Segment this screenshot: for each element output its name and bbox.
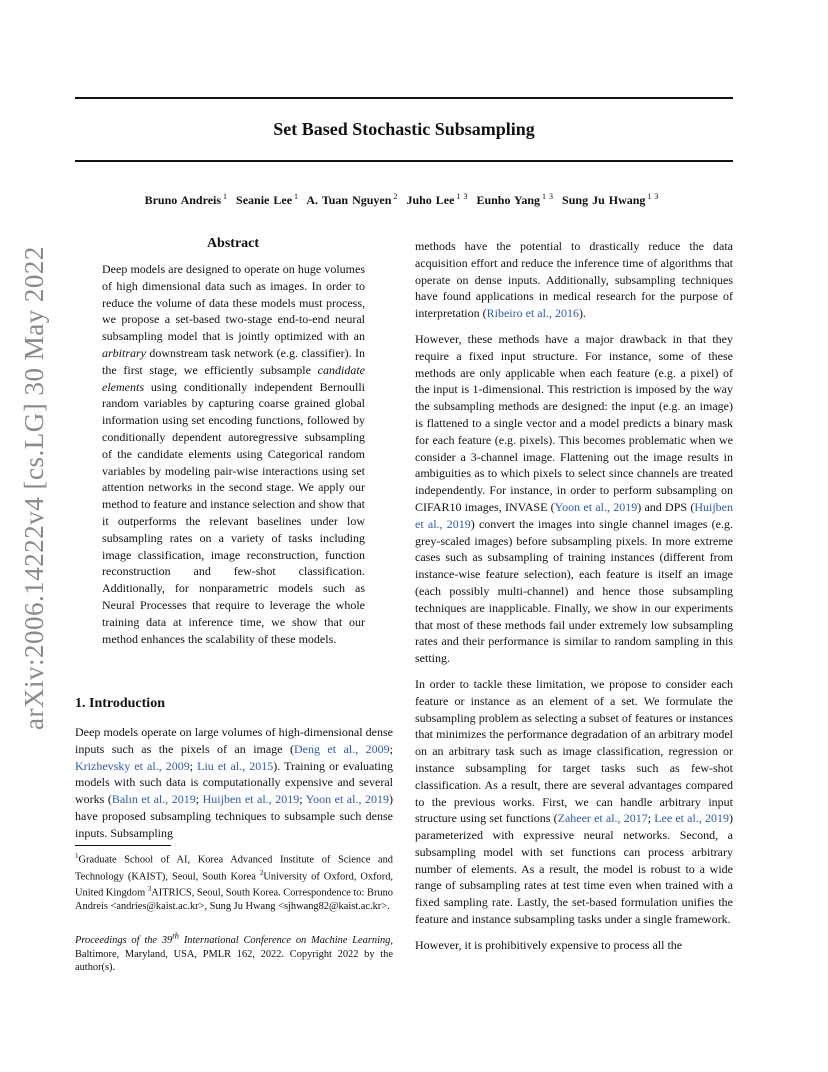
proceedings-text: , Baltimore, Maryland, USA, PMLR 162, 2022. Copyright 2022 by the author(s). [75,935,393,973]
proceedings-text: Proceedings of the 39 [75,935,173,947]
footnote-marker: 1 [75,852,79,860]
body-text: methods have the potential to drastically reduce the data acquisition effort and reduce the inference time of algorithms that operate on dense inputs. Additionally, subsampling techniques have found applications in medical research for the purpose of interpretation ( [415,239,733,321]
citation-link[interactable]: Lee et al., 2019 [654,811,729,826]
citation-link[interactable]: Ribeiro et al., 2016 [486,306,579,321]
abstract-text: using conditionally independent Bernoulli random variables by capturing coarse grained global information using set encoding functions, followed by conditionally dependent autoregressive subsampling of the candidate elements using Categorical random variables by modeling pair-wise interactions using set attention networks in the second stage. We apply our method to feature and instance selection and show that it outperforms the relevant baselines under low subsampling rates on a variety of tasks including image classification, image reconstruction, function reconstruction and few-shot classification. Additionally, for nonparametric models such as Neural Processes that require to leverage the whole training data at inference time, we show that our method enhances the scalability of these models. [102,379,365,646]
body-text: In order to tackle these limitation, we propose to consider each feature or instance as an element of a set. We formulate the subsampling problem as selecting a subset of features or instances that minimizes the performance degradation of an arbitrary model on an arbitrary task such as image classification, regression or instance subsampling for target tasks such as few-shot classification. As a result, there are several advantages compared to the previous works. First, we can handle arbitrary input structure using set functions ( [415,676,733,826]
citation-link[interactable]: Huijben et al., 2019 [415,499,733,531]
body-text: ; [189,758,198,773]
citation-link[interactable]: Balın et al., 2019 [111,792,196,807]
body-text: ) convert the images into single channel images (e.g. grey-scaled images) before subsampling pixels. In more extreme cases such as subsampling of training instances (different from instance-wise feature selection), each feature is itself an image (each possibly multi-channel) and hence those subsampling techniques are inapplicable. Finally, we show in our experiments that most of these methods fail under extremely low subsampling rates and their performance is similar to random sampling in this setting. [415,516,733,666]
paragraph [415,937,733,954]
arxiv-identifier: arXiv:2006.14222v4 [cs.LG] 30 May 2022 [19,246,49,730]
citation-link[interactable]: Yoon et al., 2019 [554,499,638,514]
body-text: ; [389,741,394,756]
author-name: A. Tuan Nguyen [306,193,392,207]
author-name: Eunho Yang [476,193,541,207]
abstract-heading: Abstract [206,236,260,251]
author-list [75,192,733,208]
body-text: Deep models operate on large volumes of high-dimensional dense inputs such as the pixels of an image ( [75,725,393,756]
citation-link[interactable]: Zaheer et al., 2017 [557,811,648,826]
citation-link[interactable]: Huijben et al., 2019 [202,792,300,807]
title-top-rule [75,97,733,99]
body-text: ) and DPS ( [637,499,695,514]
affiliation-footnote [75,850,393,913]
section-heading-introduction: 1. Introduction [75,696,165,711]
body-text: ). Training or evaluating models with such data is computationally expensive and several works ( [75,758,394,807]
author-affiliation: 1 [294,192,299,201]
proceedings-note [75,930,393,974]
abstract-emphasis: arbitrary [102,345,147,360]
body-text: ). [578,306,586,321]
body-text: ) parameterized with expressive neural networks. Second, a subsampling model with set functions can process arbitrary number of elements. As a result, the model is robust to a wide range of subsampling rates at test time even when trained with a fixed sampling rate. Lastly, the set-based formulation unifies the feature and instance subsampling tasks under a single framework. [415,811,733,927]
author-name: Seanie Lee [236,193,293,207]
right-column [415,238,733,963]
paper-title: Set Based Stochastic Subsampling [273,119,535,139]
footnote-rule [75,845,171,846]
author-affiliation: 1 [223,192,228,201]
abstract-text: downstream task network (e.g. classifier). In the first stage, we efficiently subsample [102,345,365,377]
footnote-marker: 3 [147,885,152,894]
footnote-text: Graduate School of AI, Korea Advanced Institute of Science and Technology (KAIST), Seoul, South Korea [75,854,393,883]
body-text: ; [195,792,203,807]
footnote-text: AITRICS, Seoul, South Korea. Correspondence to: Bruno Andreis <andries@kaist.ac.kr>, Sung Ju Hwang <sjhwang82@kaist.ac.kr>. [75,887,393,913]
author-affiliation: 1 3 [542,192,554,201]
author-affiliation: 1 3 [647,192,659,201]
body-text: However, it is prohibitively expensive to process all the [415,937,683,952]
paragraph [415,238,733,322]
citation-link[interactable]: Liu et al., 2015 [197,758,274,773]
citation-link[interactable]: Yoon et al., 2019 [305,792,389,807]
abstract-body [102,261,365,647]
author-name: Bruno Andreis [144,193,222,207]
author-name: Juho Lee [406,193,455,207]
body-text: However, these methods have a major drawback in that they require a fixed input structure. For instance, some of these methods are only applicable when each feature (e.g. a pixel) of the input is 1-dimensional. This restriction is imposed by the way the subsampling methods are designed: the input (e.g. an image) is flattened to a single vector and a model predicts a binary mask for each feature (e.g. pixels). This becomes problematic when we consider a 3-channel image. Flattening out the image results in ambiguities as to which pixels to select since channels are treated independently. For instance, in order to perform subsampling on CIFAR10 images, INVASE ( [415,331,733,514]
author-affiliation: 2 [393,192,398,201]
author-affiliation: 1 3 [456,192,468,201]
footnote-text: University of Oxford, Oxford, United Kingdom [75,871,394,899]
citation-link[interactable]: Krizhevsky et al., 2009 [75,758,190,773]
body-text: ; [299,792,306,807]
paragraph [415,676,733,928]
author-name: Sung Ju Hwang [562,193,646,207]
footnote-marker: 2 [259,868,264,877]
intro-paragraph [75,724,393,842]
proceedings-text: International Conference on Machine Learning [178,935,391,947]
proceedings-superscript: th [172,931,179,941]
title-bottom-rule [75,160,733,162]
abstract-text: Deep models are designed to operate on huge volumes of high dimensional data such as images. In order to reduce the volume of data these models must process, we propose a set-based two-stage end-to-end neural subsampling model that is jointly optimized with an [102,262,365,344]
paragraph [415,331,733,667]
body-text: ; [647,811,655,826]
abstract-emphasis: candidate elements [102,362,365,394]
body-text: ) have proposed subsampling techniques to subsample such dense inputs. Subsampling [75,792,393,840]
citation-link[interactable]: Deng et al., 2009 [293,741,390,756]
